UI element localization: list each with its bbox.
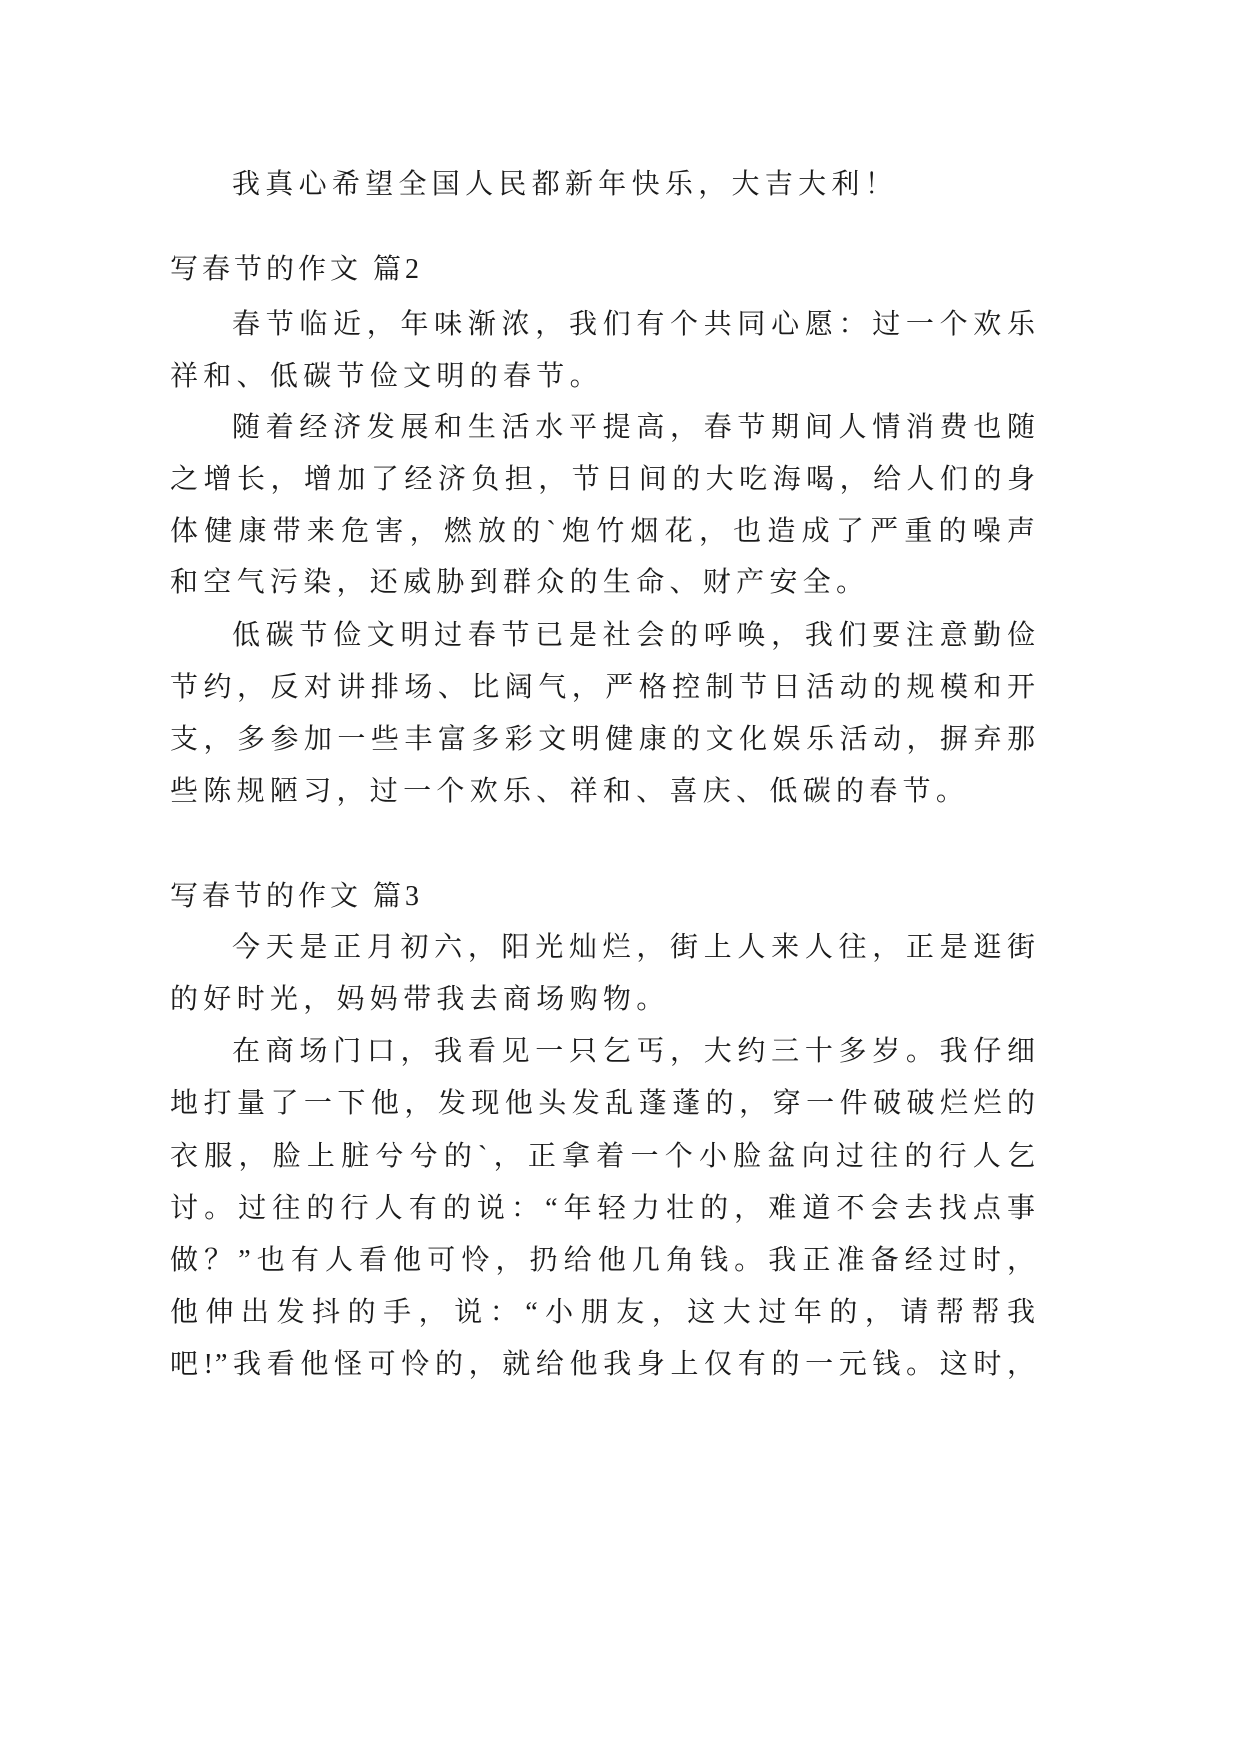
- text-line: 我真心希望全国人民都新年快乐，大吉大利！: [232, 169, 899, 200]
- text-line: 些陈规陋习，过一个欢乐、祥和、喜庆、低碳的春节。: [170, 776, 970, 807]
- text-line: 讨。过往的行人有的说：“年轻力壮的，难道不会去找点事: [170, 1193, 1037, 1224]
- text-line: 随着经济发展和生活水平提高，春节期间人情消费也随: [232, 412, 1037, 443]
- text-line: 衣服，脸上脏兮兮的`，正拿着一个小脸盆向过往的行人乞: [170, 1141, 1037, 1172]
- text-line: 节约，反对讲排场、比阔气，严格控制节日活动的规模和开: [170, 672, 1037, 703]
- text-line: 做？”也有人看他可怜，扔给他几角钱。我正准备经过时，: [170, 1245, 1037, 1276]
- text-line: 在商场门口，我看见一只乞丐，大约三十多岁。我仔细: [232, 1036, 1037, 1067]
- text-line: 支，多参加一些丰富多彩文明健康的文化娱乐活动，摒弃那: [170, 724, 1037, 755]
- text-line: 春节临近，年味渐浓，我们有个共同心愿：过一个欢乐: [232, 309, 1037, 340]
- text-line: 和空气污染，还威胁到群众的生命、财产安全。: [170, 567, 870, 598]
- text-line: 他伸出发抖的手，说：“小朋友，这大过年的，请帮帮我: [170, 1297, 1037, 1328]
- text-line: 体健康带来危害，燃放的`炮竹烟花，也造成了严重的噪声: [170, 516, 1037, 547]
- text-line: 今天是正月初六，阳光灿烂，街上人来人往，正是逛街: [232, 932, 1037, 963]
- text-line: 吧!”我看他怪可怜的，就给他我身上仅有的一元钱。这时，: [170, 1349, 1037, 1380]
- text-line: 低碳节俭文明过春节已是社会的呼唤，我们要注意勤俭: [232, 620, 1037, 651]
- section-heading: 写春节的作文 篇2: [170, 254, 424, 285]
- text-line: 祥和、低碳节俭文明的春节。: [170, 361, 603, 392]
- text-line: 之增长，增加了经济负担，节日间的大吃海喝，给人们的身: [170, 464, 1037, 495]
- text-line: 地打量了一下他，发现他头发乱蓬蓬的，穿一件破破烂烂的: [170, 1088, 1037, 1119]
- text-line: 的好时光，妈妈带我去商场购物。: [170, 984, 670, 1015]
- section-heading: 写春节的作文 篇3: [170, 881, 424, 912]
